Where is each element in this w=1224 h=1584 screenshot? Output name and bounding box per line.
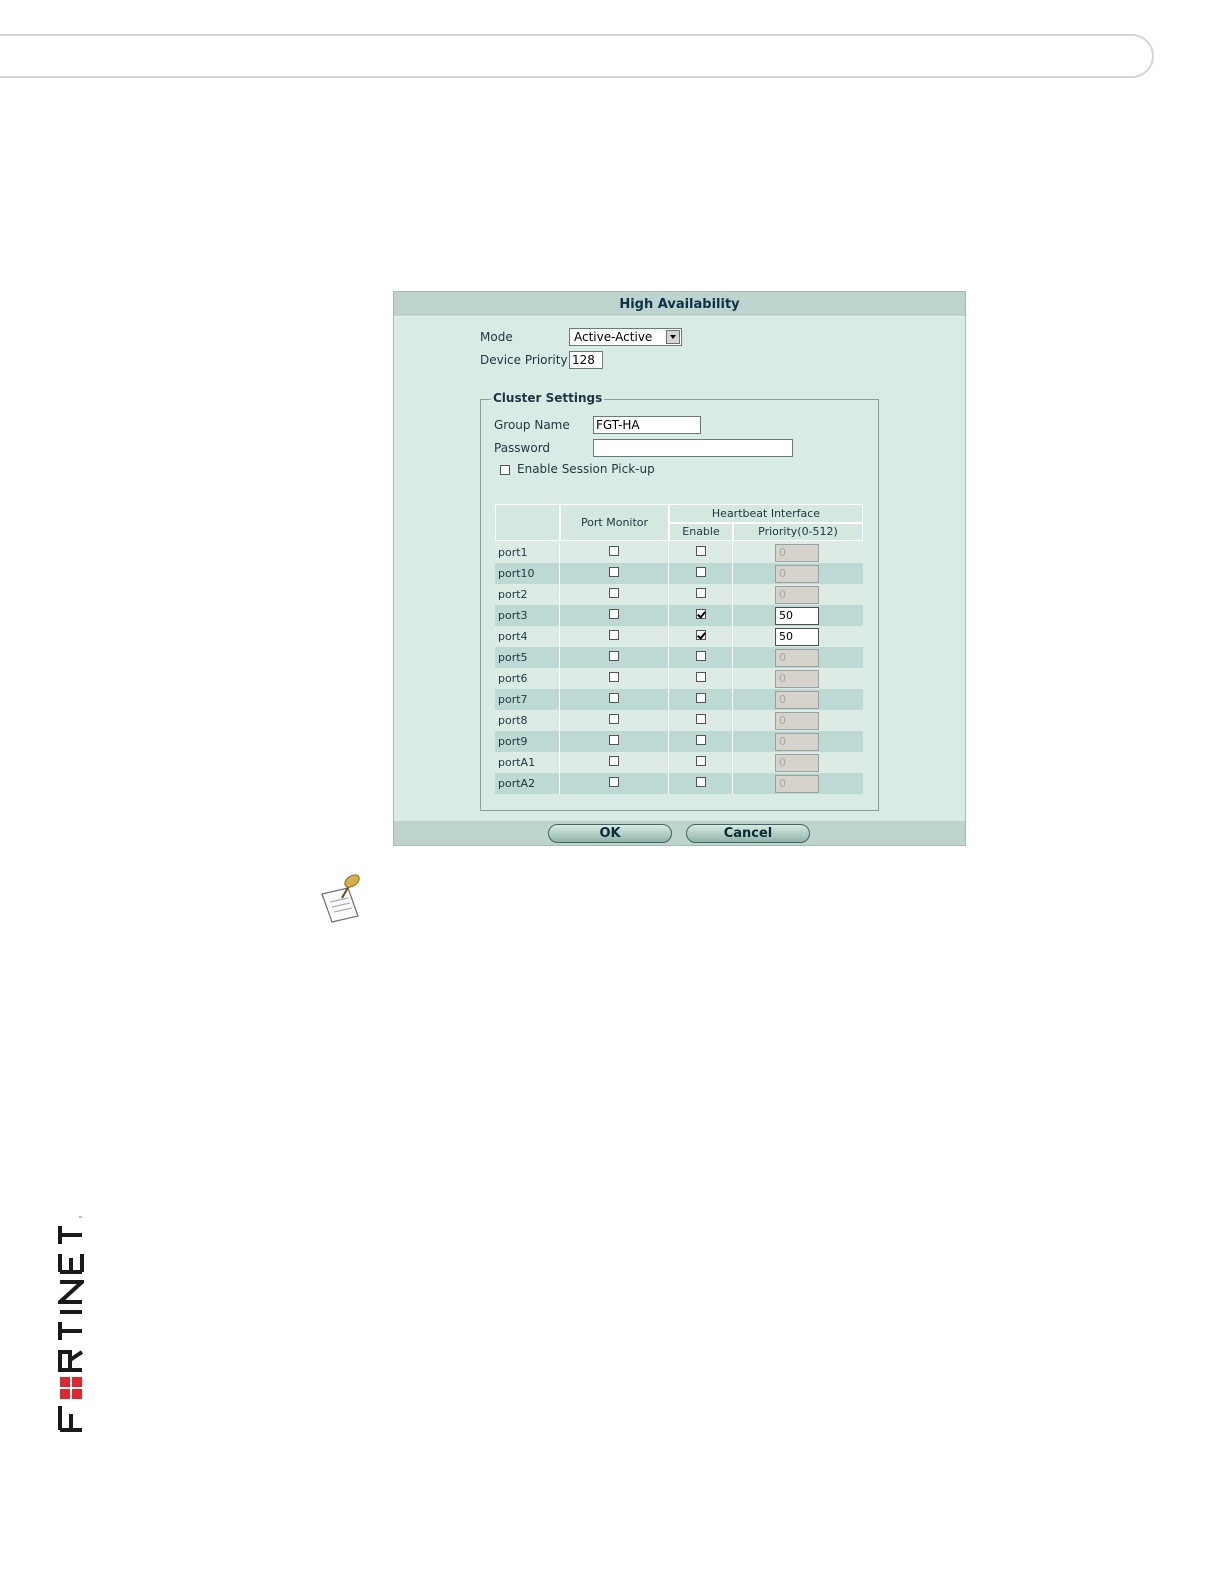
group-name-input[interactable]: FGT-HA xyxy=(593,416,701,434)
heartbeat-priority-input[interactable]: 50 xyxy=(775,607,819,625)
heartbeat-priority-input[interactable]: 0 xyxy=(775,691,819,709)
port-name: port10 xyxy=(495,563,560,584)
heartbeat-priority-input[interactable]: 0 xyxy=(775,565,819,583)
heartbeat-priority-input[interactable]: 0 xyxy=(775,775,819,793)
port-name: port9 xyxy=(495,731,560,752)
heartbeat-enable-checkbox[interactable] xyxy=(696,630,706,640)
port-column-header xyxy=(495,504,560,541)
port-monitor-cell xyxy=(560,584,669,605)
port-monitor-cell xyxy=(560,542,669,563)
table-row xyxy=(495,710,863,731)
heartbeat-enable-checkbox[interactable] xyxy=(696,777,706,787)
table-row xyxy=(495,647,863,668)
chevron-down-icon[interactable] xyxy=(666,330,680,344)
port-name: portA1 xyxy=(495,752,560,773)
port-name: port7 xyxy=(495,689,560,710)
table-row xyxy=(495,605,863,626)
port-name: port4 xyxy=(495,626,560,647)
port-monitor-cell xyxy=(560,605,669,626)
session-pickup-checkbox[interactable] xyxy=(500,465,510,475)
heartbeat-enable-cell xyxy=(669,647,733,668)
table-row xyxy=(495,626,863,647)
port-name: port8 xyxy=(495,710,560,731)
heartbeat-enable-checkbox[interactable] xyxy=(696,693,706,703)
mode-select-value: Active-Active xyxy=(574,330,653,344)
port-name: portA2 xyxy=(495,773,560,794)
session-pickup-label: Enable Session Pick-up xyxy=(517,462,655,476)
port-monitor-cell xyxy=(560,626,669,647)
table-row xyxy=(495,668,863,689)
mode-label: Mode xyxy=(480,330,513,344)
device-priority-input[interactable]: 128 xyxy=(569,351,603,369)
heartbeat-enable-cell xyxy=(669,689,733,710)
priority-header: Priority(0-512) xyxy=(733,523,863,541)
heartbeat-priority-input[interactable]: 0 xyxy=(775,754,819,772)
heartbeat-enable-cell xyxy=(669,731,733,752)
heartbeat-interface-header: Heartbeat Interface xyxy=(669,504,863,523)
heartbeat-enable-checkbox[interactable] xyxy=(696,546,706,556)
heartbeat-enable-checkbox[interactable] xyxy=(696,609,706,619)
heartbeat-enable-checkbox[interactable] xyxy=(696,735,706,745)
port-name: port5 xyxy=(495,647,560,668)
port-monitor-cell xyxy=(560,668,669,689)
port-monitor-checkbox[interactable] xyxy=(609,777,619,787)
port-monitor-cell xyxy=(560,563,669,584)
heartbeat-enable-cell xyxy=(669,563,733,584)
heartbeat-priority-input[interactable]: 0 xyxy=(775,733,819,751)
port-monitor-checkbox[interactable] xyxy=(609,693,619,703)
heartbeat-enable-cell xyxy=(669,710,733,731)
port-monitor-checkbox[interactable] xyxy=(609,630,619,640)
port-monitor-checkbox[interactable] xyxy=(609,672,619,682)
heartbeat-enable-checkbox[interactable] xyxy=(696,756,706,766)
heartbeat-priority-input[interactable]: 0 xyxy=(775,670,819,688)
port-name: port1 xyxy=(495,542,560,563)
heartbeat-enable-checkbox[interactable] xyxy=(696,567,706,577)
logo-red-mark xyxy=(60,1377,82,1399)
cancel-button[interactable]: Cancel xyxy=(686,824,810,843)
port-monitor-checkbox[interactable] xyxy=(609,756,619,766)
password-label: Password xyxy=(494,441,551,455)
port-monitor-checkbox[interactable] xyxy=(609,588,619,598)
table-row xyxy=(495,752,863,773)
enable-header: Enable xyxy=(669,523,733,541)
table-row xyxy=(495,689,863,710)
heartbeat-enable-cell xyxy=(669,668,733,689)
port-monitor-checkbox[interactable] xyxy=(609,714,619,724)
port-monitor-checkbox[interactable] xyxy=(609,546,619,556)
port-monitor-cell xyxy=(560,731,669,752)
heartbeat-priority-input[interactable]: 0 xyxy=(775,586,819,604)
heartbeat-enable-cell xyxy=(669,605,733,626)
heartbeat-enable-cell xyxy=(669,752,733,773)
port-monitor-checkbox[interactable] xyxy=(609,567,619,577)
note-pushpin-icon xyxy=(318,872,370,924)
ok-button[interactable]: OK xyxy=(548,824,672,843)
port-monitor-checkbox[interactable] xyxy=(609,609,619,619)
heartbeat-enable-checkbox[interactable] xyxy=(696,714,706,724)
heartbeat-enable-checkbox[interactable] xyxy=(696,672,706,682)
port-monitor-header: Port Monitor xyxy=(560,504,669,541)
mode-select[interactable] xyxy=(569,328,682,346)
port-monitor-cell xyxy=(560,689,669,710)
port-name: port3 xyxy=(495,605,560,626)
fortinet-logo xyxy=(58,1194,84,1432)
dialog-title: High Availability xyxy=(394,292,965,317)
heartbeat-priority-input[interactable]: 0 xyxy=(775,544,819,562)
port-name: port6 xyxy=(495,668,560,689)
table-row xyxy=(495,731,863,752)
port-monitor-cell xyxy=(560,710,669,731)
port-monitor-cell xyxy=(560,647,669,668)
table-row xyxy=(495,584,863,605)
port-monitor-checkbox[interactable] xyxy=(609,735,619,745)
table-row xyxy=(495,542,863,563)
port-table xyxy=(495,504,863,794)
page-header-bar xyxy=(0,34,1154,78)
table-row xyxy=(495,563,863,584)
heartbeat-enable-cell xyxy=(669,773,733,794)
port-monitor-checkbox[interactable] xyxy=(609,651,619,661)
port-name: port2 xyxy=(495,584,560,605)
heartbeat-enable-cell xyxy=(669,626,733,647)
password-input[interactable] xyxy=(593,439,793,457)
svg-text:™: ™ xyxy=(78,1216,83,1222)
heartbeat-priority-input[interactable]: 0 xyxy=(775,712,819,730)
heartbeat-enable-cell xyxy=(669,584,733,605)
table-row xyxy=(495,773,863,794)
port-monitor-cell xyxy=(560,752,669,773)
heartbeat-priority-input[interactable]: 0 xyxy=(775,649,819,667)
device-priority-label: Device Priority xyxy=(480,353,568,367)
dialog-footer xyxy=(394,821,965,845)
high-availability-dialog xyxy=(393,291,966,846)
port-monitor-cell xyxy=(560,773,669,794)
group-name-label: Group Name xyxy=(494,418,570,432)
heartbeat-enable-checkbox[interactable] xyxy=(696,651,706,661)
heartbeat-priority-input[interactable]: 50 xyxy=(775,628,819,646)
heartbeat-enable-cell xyxy=(669,542,733,563)
heartbeat-enable-checkbox[interactable] xyxy=(696,588,706,598)
cluster-settings-legend: Cluster Settings xyxy=(493,391,603,405)
